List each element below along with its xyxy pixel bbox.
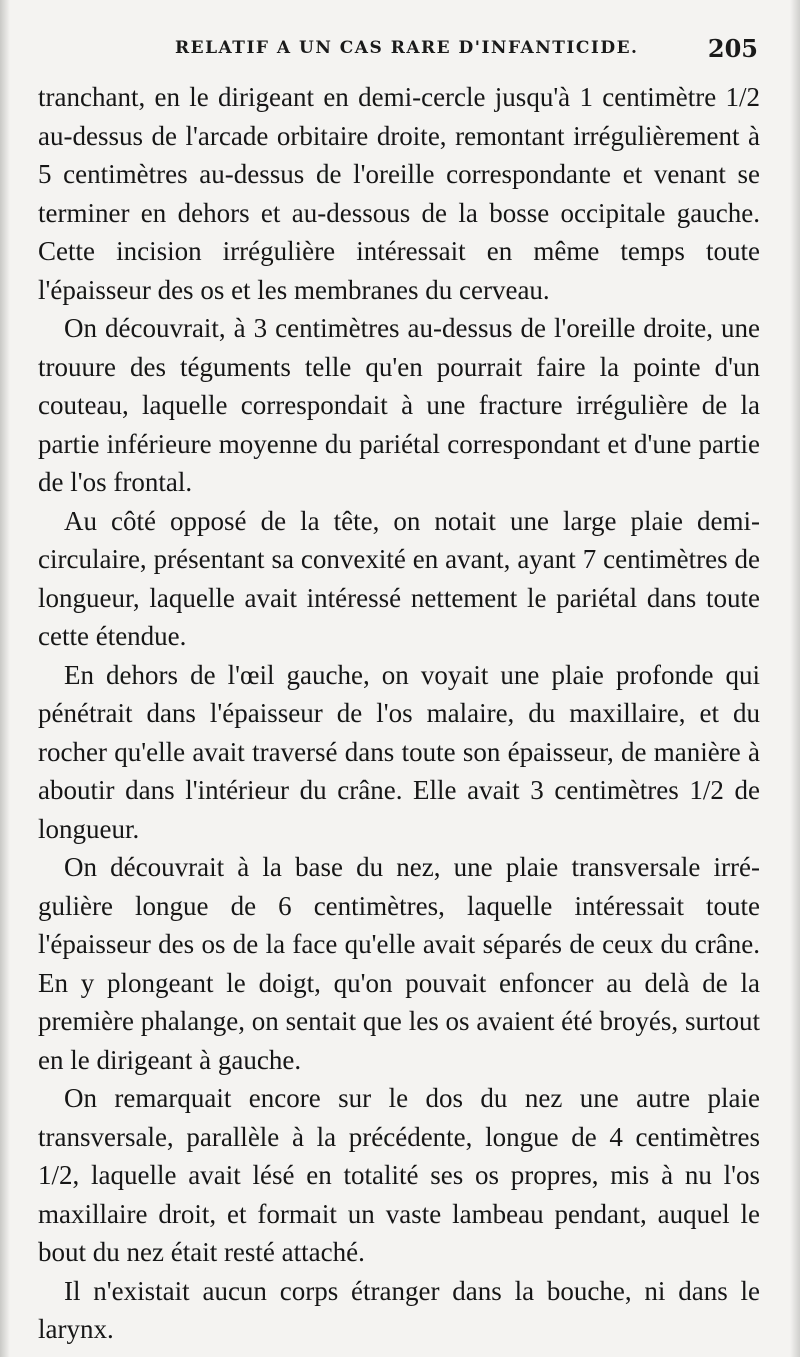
paragraph: On découvrait, à 3 centimètres au-dessus de l'oreille droite, une trouure des téguments telle qu'en pourrait faire la pointe d'un couteau, laquelle correspondait à une fracture irrégulière de la partie inférieure moyenne du pariétal correspondant et d'une partie de l'os frontal. xyxy=(38,313,760,497)
paragraph: On découvrait à la base du nez, une plaie transversale irrégulière longue de 6 centimètres, laquelle intéressait toute l'épaisseur des os de la face qu'elle avait séparés de ceux du crâne. En y plongeant le doigt, qu'on pouvait enfoncer au delà de la première phalange, on sentait que les os avaient été broyés, surtout en le dirigeant à gauche. xyxy=(38,852,760,1075)
page-edge-shadow-right xyxy=(790,0,800,1357)
page-edge-shadow-left xyxy=(0,0,10,1357)
paragraph: En dehors de l'œil gauche, on voyait une plaie profonde qui pénétrait dans l'épaisseur de l'os malaire, du maxillaire, et du rocher qu'elle avait traversé dans toute son épaisseur, de manière à aboutir dans l'intérieur du crâne. Elle avait 3 centimètres 1/2 de longueur. xyxy=(38,659,760,844)
paragraph-continued: tranchant, en le dirigeant en demi-cercle jusqu'à 1 centimètre 1/2 au-dessus de l'arcade orbitaire droite, remontant irrégulièrement à 5 centimètres au-dessus de l'oreille correspondante et venant se terminer en dehors et au-dessous de la bosse occipitale gauche. Cette incision irrégulière intéressait en même temps toute l'épaisseur des os et les membranes du cerveau. xyxy=(38,82,760,305)
paragraph: Au côté opposé de la tête, on notait une large plaie demicirculaire, présentant sa convexité en avant, ayant 7 centimètres de longueur, laquelle avait intéressé nettement le pariétal dans toute cette étendue. xyxy=(38,505,760,651)
paragraph: On remarquait encore sur le dos du nez une autre plaie transversale, parallèle à la précédente, longue de 4 centimètres 1/2, laquelle avait lésé en totalité ses os propres, mis à nu l'os maxillaire droit, et formait un vaste lambeau pendant, auquel le bout du nez était resté attaché. xyxy=(38,1083,760,1267)
running-header xyxy=(40,34,760,64)
page-number: 205 xyxy=(707,34,758,63)
body-text xyxy=(38,78,760,1349)
paragraph: Il n'existait aucun corps étranger dans la bouche, ni dans le larynx. xyxy=(38,1275,760,1344)
running-title: RELATIF A UN CAS RARE D'INFANTICIDE. xyxy=(175,38,639,58)
